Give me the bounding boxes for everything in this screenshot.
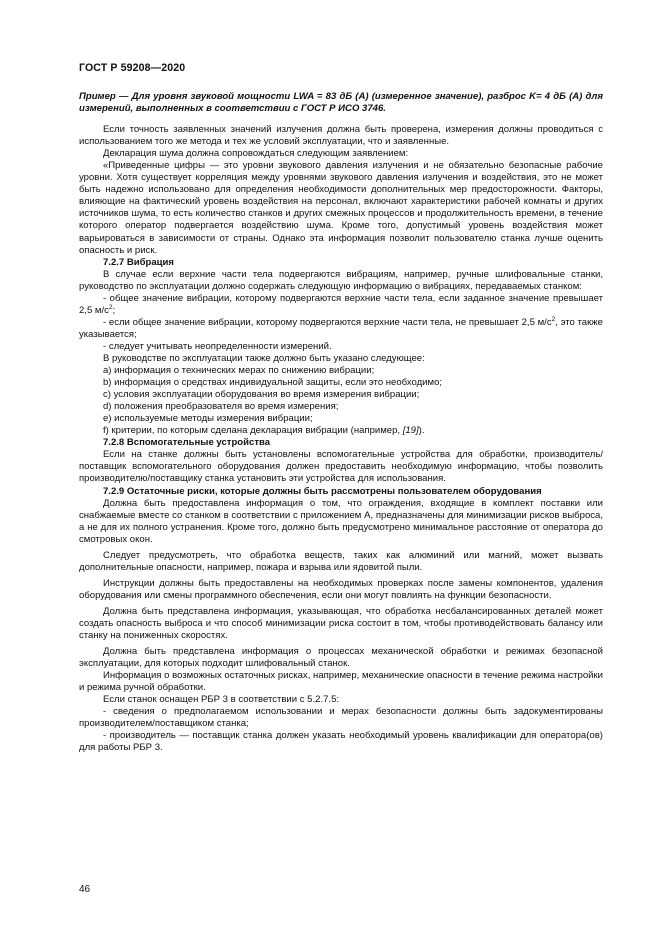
paragraph: В руководстве по эксплуатации также должно быть указано следующее:: [103, 352, 425, 364]
page-number: 46: [79, 884, 91, 895]
list-item: a) информация о технических мерах по снижению вибрации;: [103, 365, 375, 377]
list-item: - сведения о предполагаемом использовании и мерах безопасности должны быть задокументированы производителем/поставщиком станка;: [79, 706, 603, 730]
list-item: - общее значение вибрации, которому подвергаются верхние части тела, если заданное значение превышает 2,5 $м/с^2$;: [79, 292, 603, 316]
paragraph: Должна быть предоставлена информация о том, что ограждения, входящие в комплект поставки или снабжаемые вместе со станком в соответствии с приложением А, предназначены для минимизации рисков выброса, а не для их полного устранения. Кроме того, должно быть предусмотрено минимальное расстояние от оператора до смотровых окон.: [79, 497, 603, 545]
paragraph: Должна быть представлена информация о процессах механической обработки и режимах безопасной эксплуатации, для которых подходит шлифовальный станок.: [79, 646, 603, 670]
list-item: e) используемые методы измерения вибрации;: [103, 413, 313, 425]
paragraph: Следует предусмотреть, что обработка веществ, таких как алюминий или магний, может вызвать дополнительные опасности, например, пожара и взрыва или ядовитой пыли.: [79, 549, 603, 573]
paragraph: «Приведенные цифры — это уровни звукового давления излучения и не обязательно безопасные рабочие уровни. Хотя существует корреляция между уровнями звукового давления излучения и воздействия, это не может быть надежно использовано для определения необходимости дополнительных мер предосторожности. Факторы, влияющие на фактический уровень воздействия на персонал, включают характеристики рабочей комнаты и других источников шума, то есть количество станков и других смежных процессов и продолжительность времени, в течение которого оператор подвергается воздействию шума. Кроме того, допустимый уровень воздействия может варьироваться в зависимости от страны. Однако эта информация позволит пользователю станка лучше оценить опасность и риск.: [79, 160, 603, 256]
paragraph: Должна быть представлена информация, указывающая, что обработка несбалансированных деталей может создать опасность выброса и что способ минимизации риска состоит в том, чтобы противодействовать балансу или станку на пониженных скоростях.: [79, 605, 603, 642]
list-item: - производитель — поставщик станка должен указать необходимый уровень квалификации для оператора(ов) для работы РБР 3.: [79, 730, 603, 754]
paragraph: Если точность заявленных значений излучения должна быть проверена, измерения должны проводиться с использованием того же метода и тех же условий эксплуатации, что и заявленные.: [79, 124, 603, 148]
list-item: c) условия эксплуатации оборудования во время измерения вибрации;: [103, 389, 420, 401]
page-content: [79, 91, 603, 754]
section-heading-vibration: 7.2.7 Вибрация: [103, 256, 174, 268]
paragraph: Декларация шума должна сопровождаться следующим заявлением:: [103, 148, 409, 160]
list-item: b) информация о средствах индивидуальной защиты, если это необходимо;: [103, 377, 443, 389]
list-item: - если общее значение вибрации, которому подвергаются верхние части тела, не превышает 2,5 $м/с^2$, это также указывается;: [79, 315, 603, 340]
list-item: d) положения преобразователя во время измерения;: [103, 401, 339, 413]
section-heading-aux: 7.2.8 Вспомогательные устройства: [103, 437, 271, 449]
section-heading-residual: 7.2.9 Остаточные риски, которые должны быть рассмотрены пользователем оборудования: [103, 485, 542, 497]
paragraph: Информация о возможных остаточных рисках, например, механические опасности в течение режима настройки и режима ручной обработки.: [79, 670, 603, 694]
paragraph: Инструкции должны быть предоставлены на необходимых проверках после замены компонентов, удаления оборудования или смены программного обеспечения, если они могут повлиять на функции безопасности.: [79, 577, 603, 601]
paragraph: В случае если верхние части тела подвергаются вибрациям, например, ручные шлифовальные станки, руководство по эксплуатации должно содержать следующую информацию о вибрациях, передаваемых станком:: [79, 268, 603, 292]
paragraph: Если на станке должны быть установлены вспомогательные устройства для обработки, производитель/поставщик вспомогательного оборудования должен предоставить необходимую информацию, чтобы позволить производителю/поставщику станка установить эти устройства для использования.: [79, 449, 603, 485]
list-item: f) критерии, по которым сделана декларация вибрации (например, [19]).: [103, 425, 425, 437]
reference-link: [19]: [402, 425, 419, 437]
example-note: Пример — Для уровня звуковой мощности LWA = 83 дБ (А) (измеренное значение), разброс K= 4 дБ (А) для измерений, выполненных в соответствии с ГОСТ Р ИСО 3746.: [79, 91, 603, 115]
document-header: ГОСТ Р 59208—2020: [79, 62, 186, 74]
list-item: - следует учитывать неопределенности измерений.: [103, 340, 332, 352]
paragraph: Если станок оснащен РБР 3 в соответствии с 5.2.7.5:: [103, 694, 340, 706]
